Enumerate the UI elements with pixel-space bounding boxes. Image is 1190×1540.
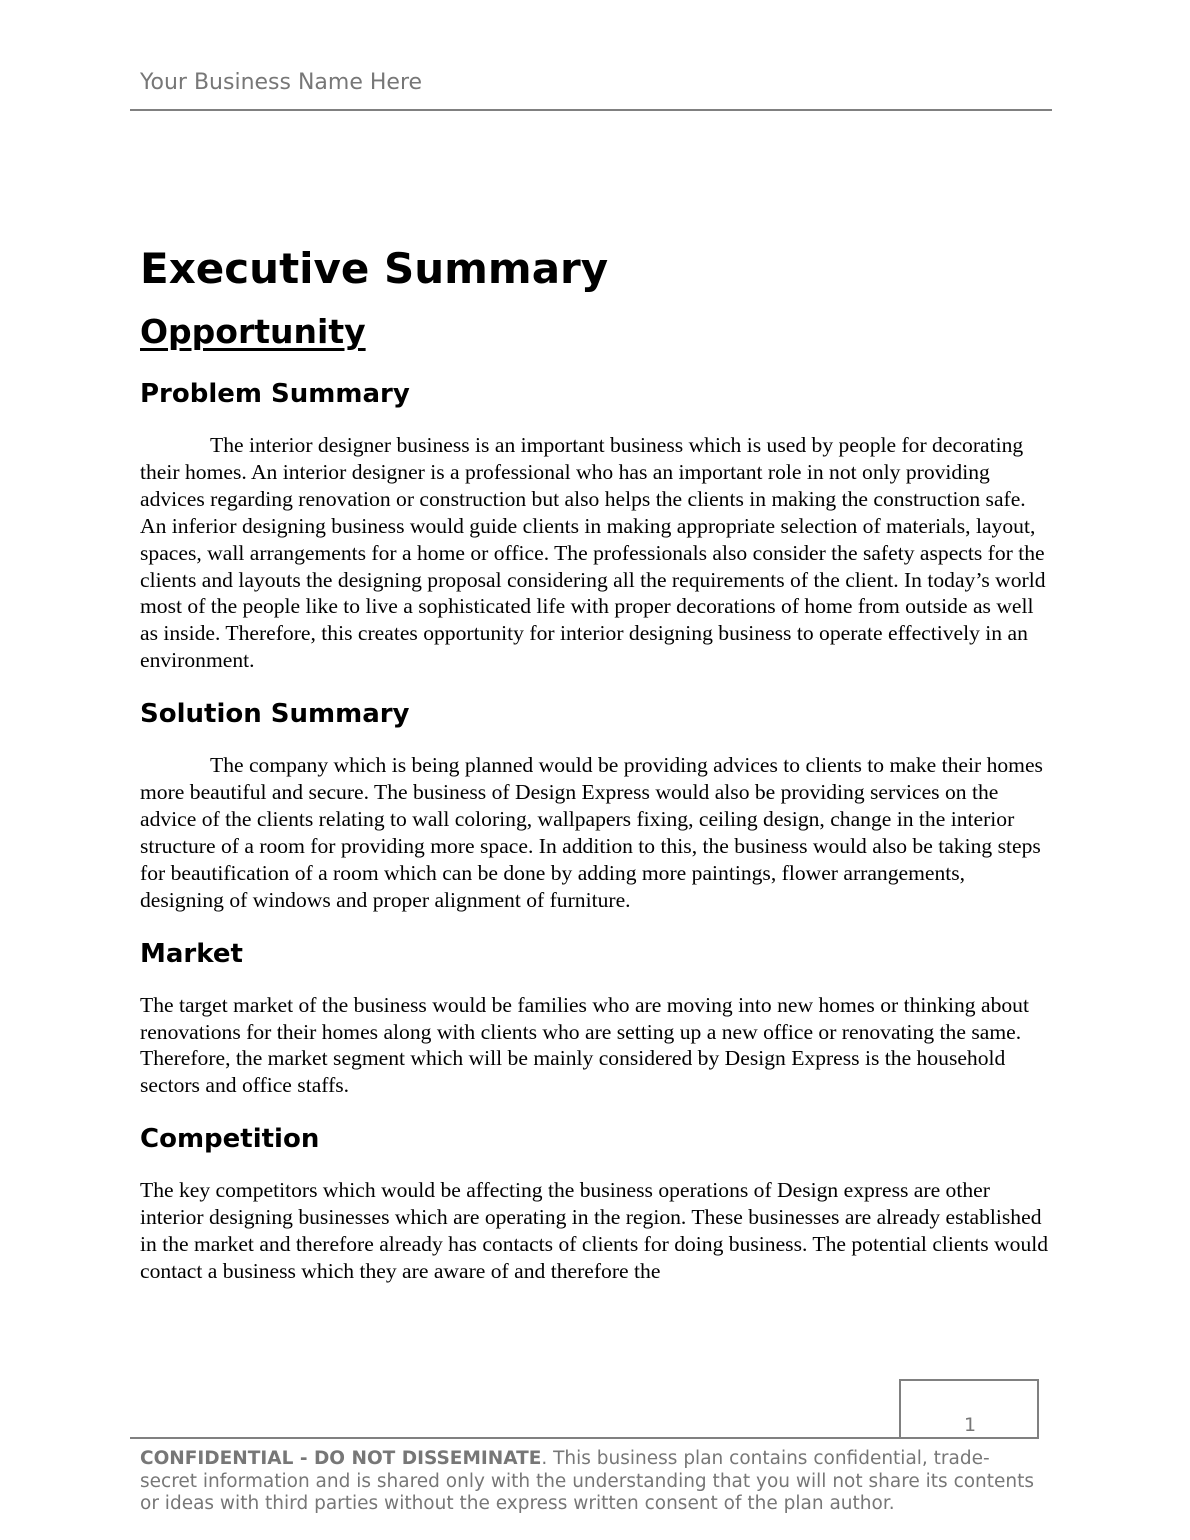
header-business-name: Your Business Name Here [140,70,423,95]
section-heading-opportunity: Opportunity [140,312,366,351]
header-divider [130,109,1052,111]
competition-paragraph: The key competitors which would be affecting the business operations of Design express are other interior designing businesses which are operating in the region. These businesses are already established in the market and therefore already has contacts of clients for doing business. The potential clients would contact a business which they are aware of and therefore the [140,1178,1049,1283]
page-number: 1 [963,1414,977,1436]
confidential-label: CONFIDENTIAL - DO NOT DISSEMINATE [140,1448,542,1469]
problem-summary-heading: Problem Summary [140,379,410,409]
problem-summary-paragraph: The interior designer business is an important business which is used by people for decorating their homes. An interior designer is a professional who has an important role in not only providing advices regarding renovation or construction but also helps the clients in making the construction safe. An inferior designing business would guide clients in making appropriate selection of materials, layout, spaces, wall arrangements for a home or office. The professionals also consider the safety aspects for the clients and layouts the designing proposal considering all the requirements of the client. In today’s world most of the people like to live a sophisticated life with proper decorations of home from outside as well as inside. Therefore, this creates opportunity for interior designing business to operate effectively in an environment. [140,433,1046,673]
page-number-box [899,1379,1039,1437]
page-title: Executive Summary [140,244,609,293]
competition-heading: Competition [140,1124,320,1155]
footer-divider [130,1437,1039,1439]
solution-summary-paragraph: The company which is being planned would be providing advices to clients to make their homes more beautiful and secure. The business of Design Express would also be providing services on the advice of the clients relating to wall coloring, wallpapers fixing, ceiling design, change in the interior structure of a room for providing more space. In addition to this, the business would also be taking steps for beautification of a room which can be done by adding more paintings, flower arrangements, designing of windows and proper alignment of furniture. [140,753,1043,912]
confidential-text: . This business plan contains confidential, trade-secret information and is shared only with the understanding that you will not share its contents or ideas with third parties without the express written consent of the plan author. [140,1448,1035,1514]
confidentiality-notice [140,1448,1045,1516]
market-paragraph: The target market of the business would be families who are moving into new homes or thinking about renovations for their homes along with clients who are setting up a new office or renovating the same. Therefore, the market segment which will be mainly considered by Design Express is the household sectors and office staffs. [140,992,1029,1098]
solution-summary-heading: Solution Summary [140,699,410,730]
market-heading: Market [140,938,243,969]
document-body [140,240,1050,1285]
